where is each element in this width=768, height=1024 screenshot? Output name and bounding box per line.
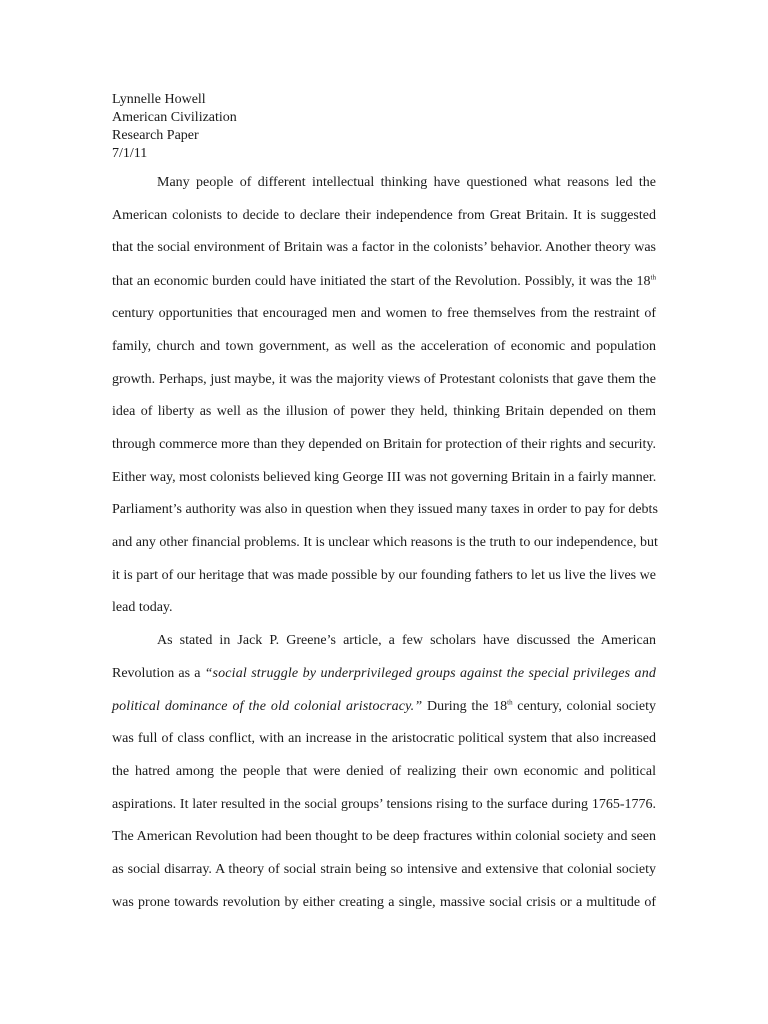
paper-header: [112, 91, 672, 163]
paragraph-line: [112, 664, 656, 684]
paragraph-line: as social disarray. A theory of social strain being so intensive and extensive that colonial society: [112, 862, 656, 877]
paragraph-line: The American Revolution had been thought to be deep fractures within colonial society and seen: [112, 829, 656, 844]
paragraph-line: Either way, most colonists believed king George III was not governing Britain in a fairly manner.: [112, 470, 657, 485]
paragraph-line: growth. Perhaps, just maybe, it was the majority views of Protestant colonists that gave them the: [112, 372, 656, 387]
paragraph-line: family, church and town government, as well as the acceleration of economic and population: [112, 339, 656, 354]
document-date: 7/1/11: [112, 146, 148, 161]
paragraph-line: it is part of our heritage that was made possible by our founding fathers to let us live the lives we: [112, 568, 656, 583]
quoted-text: political dominance of the old colonial aristocracy.”: [112, 699, 423, 714]
line-text: During the 18: [422, 699, 508, 714]
paragraph-line: century opportunities that encouraged men and women to free themselves from the restraint of: [112, 306, 656, 321]
paragraph-line: As stated in Jack P. Greene’s article, a few scholars have discussed the American: [157, 633, 656, 648]
author-name: Lynnelle Howell: [112, 92, 206, 107]
paragraph-line: was prone towards revolution by either creating a single, massive social crisis or a multitude of: [112, 895, 656, 910]
course-name: American Civilization: [112, 110, 237, 125]
document-type: Research Paper: [112, 128, 199, 143]
line-text: century, colonial society: [512, 699, 656, 714]
paragraph-line: idea of liberty as well as the illusion of power they held, thinking Britain depended on them: [112, 404, 656, 419]
paragraph-line: and any other financial problems. It is unclear which reasons is the truth to our independence, but: [112, 535, 658, 550]
paragraph-line: that the social environment of Britain was a factor in the colonists’ behavior. Another theory was: [112, 240, 656, 255]
paragraph-line: aspirations. It later resulted in the social groups’ tensions rising to the surface during 1765-1776.: [112, 797, 656, 812]
line-text: Revolution as a: [112, 666, 205, 681]
paragraph-line: lead today.: [112, 600, 173, 615]
paragraph-line: through commerce more than they depended on Britain for protection of their rights and security.: [112, 437, 656, 452]
ordinal-suffix: th: [507, 698, 513, 707]
quoted-text: “social struggle by underprivileged groups against the special privileges and: [204, 666, 656, 681]
paragraph-line: Parliament’s authority was also in question when they issued many taxes in order to pay for debts: [112, 502, 658, 517]
line-text: that an economic burden could have initiated the start of the Revolution. Possibly, it was the 18: [112, 274, 651, 289]
paragraph-line: Many people of different intellectual thinking have questioned what reasons led the: [157, 175, 656, 190]
paragraph-line: was full of class conflict, with an increase in the aristocratic political system that also increased: [112, 731, 656, 746]
paragraph-line: [112, 272, 656, 292]
paragraph-line: the hatred among the people that were denied of realizing their own economic and political: [112, 764, 656, 779]
ordinal-suffix: th: [650, 273, 656, 282]
paragraph-line: [112, 697, 656, 717]
paragraph-line: American colonists to decide to declare their independence from Great Britain. It is suggested: [112, 208, 656, 223]
